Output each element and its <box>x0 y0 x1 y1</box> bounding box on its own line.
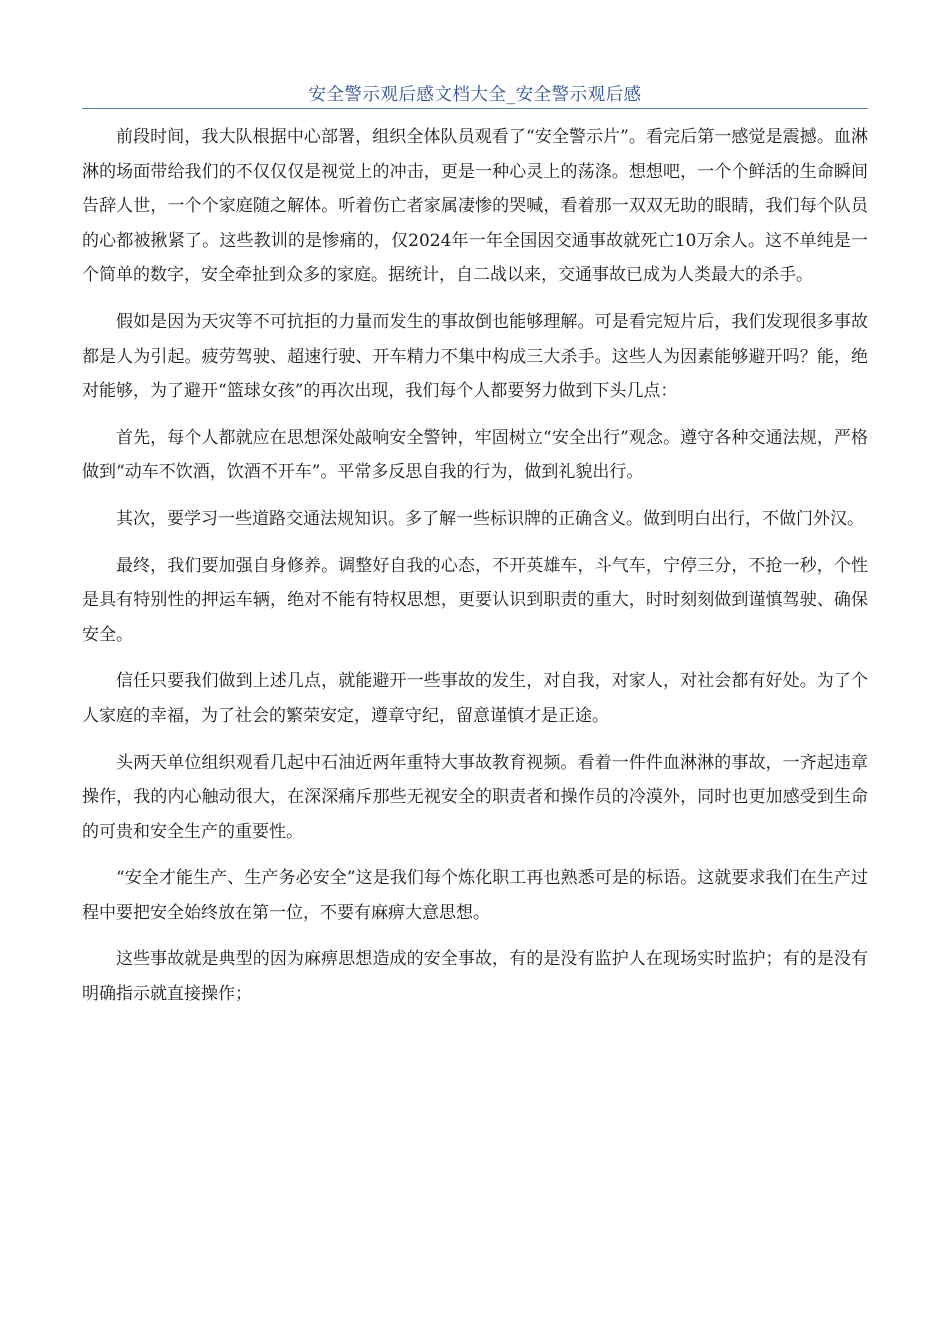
paragraph: 头两天单位组织观看几起中石油近两年重特大事故教育视频。看着一件件血淋淋的事故，一齐起违章操作，我的内心触动很大，在深深痛斥那些无视安全的职责者和操作员的冷漠外，同时也更加感受到生命的可贵和安全生产的重要性。 <box>82 752 868 842</box>
paragraph: 首先，每个人都就应在思想深处敲响安全警钟，牢固树立“安全出行”观念。遵守各种交通法规，严格做到“动车不饮酒，饮酒不开车”。平常多反思自我的行为，做到礼貌出行。 <box>82 427 868 483</box>
paragraph: “安全才能生产、生产务必安全”这是我们每个炼化职工再也熟悉可是的标语。这就要求我们在生产过程中要把安全始终放在第一位，不要有麻痹大意思想。 <box>82 868 868 923</box>
paragraph: 信任只要我们做到上述几点，就能避开一些事故的发生，对自我，对家人，对社会都有好处。为了个人家庭的幸福，为了社会的繁荣安定，遵章守纪，留意谨慎才是正途。 <box>82 671 868 726</box>
paragraph: 这些事故就是典型的因为麻痹思想造成的安全事故，有的是没有监护人在现场实时监护；有的是没有明确指示就直接操作； <box>82 949 868 1005</box>
paragraph: 假如是因为天灾等不可抗拒的力量而发生的事故倒也能够理解。可是看完短片后，我们发现很多事故都是人为引起。疲劳驾驶、超速行驶、开车精力不集中构成三大杀手。这些人为因素能够避开吗？能，绝对能够，为了避开“篮球女孩”的再次出现，我们每个人都要努力做到下头几点： <box>82 311 868 402</box>
paragraph: 最终，我们要加强自身修养。调整好自我的心态，不开英雄车，斗气车，宁停三分，不抢一秒，个性是具有特别性的押运车辆，绝对不能有特权思想，更要认识到职责的重大，时时刻刻做到谨慎驾驶、确保安全。 <box>82 555 868 645</box>
paragraph: 其次，要学习一些道路交通法规知识。多了解一些标识牌的正确含义。做到明白出行，不做门外汉。 <box>116 508 864 529</box>
header-title: 安全警示观后感文档大全_安全警示观后感 <box>308 85 642 105</box>
header-divider <box>82 108 868 109</box>
page-header <box>82 84 868 110</box>
paragraph: 前段时间，我大队根据中心部署，组织全体队员观看了“安全警示片”。看完后第一感觉是震撼。血淋淋的场面带给我们的不仅仅仅是视觉上的冲击，更是一种心灵上的荡涤。想想吧，一个个鲜活的生命瞬间告辞人世，一个个家庭随之解体。听着伤亡者家属凄惨的哭喊，看着那一双双无助的眼睛，我们每个队员的心都被揪紧了。这些教训的是惨痛的，仅2024年一年全国因交通事故就死亡10万余人。这不单纯是一个简单的数字，安全牵扯到众多的家庭。据统计，自二战以来，交通事故已成为人类最大的杀手。 <box>82 127 868 286</box>
document-body <box>82 120 868 1024</box>
